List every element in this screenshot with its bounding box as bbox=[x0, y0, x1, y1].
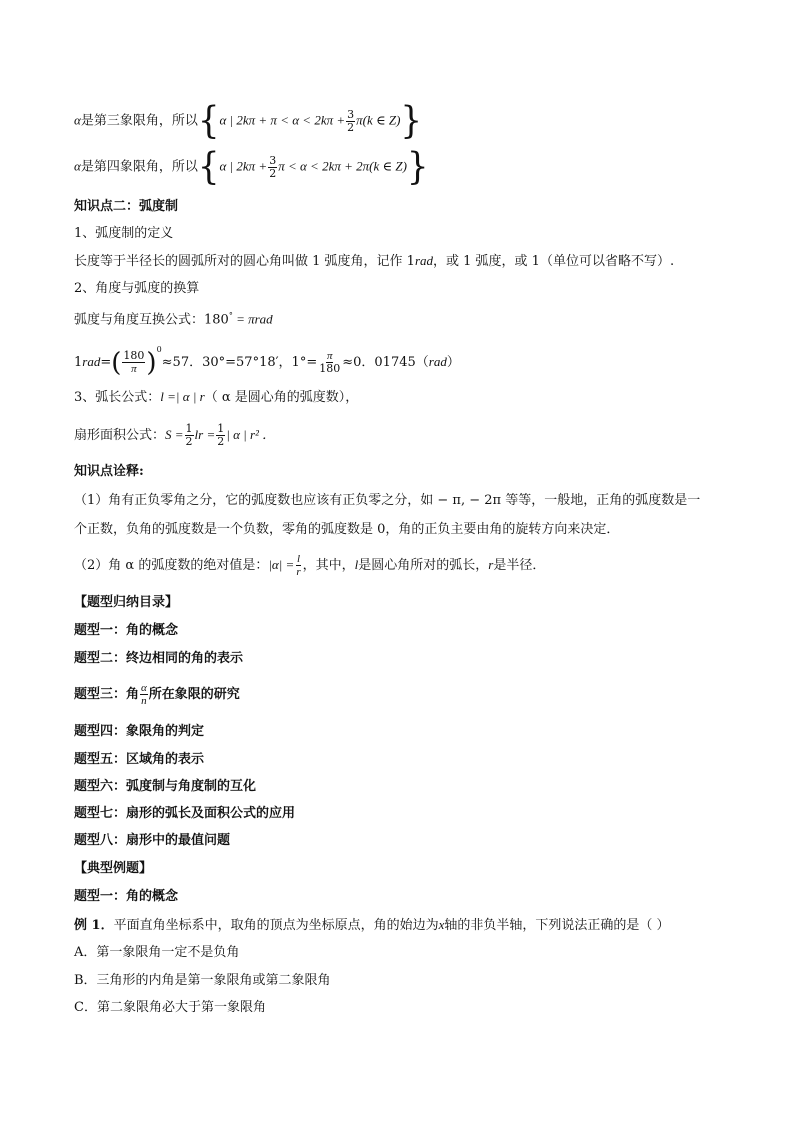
q4-fraction: $\frac{3}{2}$ bbox=[269, 153, 277, 180]
kp2-conversion-formula: 弧度与角度互换公式：180° = πrad bbox=[74, 311, 273, 328]
catalog-heading: 【题型归纳目录】 bbox=[74, 595, 179, 610]
q3-set-start: α | 2kπ + π < α < 2kπ + bbox=[219, 112, 346, 128]
note-1-line-b: 个正数，负角的弧度数是一个负数，零角的弧度数是 0，角的正负主要由角的旋转方向来决定． bbox=[74, 522, 620, 537]
alpha-symbol: α bbox=[74, 112, 81, 128]
examples-heading: 【典型例题】 bbox=[74, 861, 153, 876]
option-b: B．三角形的内角是第一象限角或第二象限角 bbox=[74, 973, 331, 988]
option-c: C．第二象限角必大于第一象限角 bbox=[74, 1000, 266, 1015]
right-brace: } bbox=[400, 99, 423, 143]
q3-set-end: π(k ∈ Z) bbox=[356, 112, 401, 128]
catalog-item-8: 题型八：扇形中的最值问题 bbox=[74, 833, 231, 848]
kp2-sector-area: 扇形面积公式：S = $\frac{1}{2}$ lr = $\frac{1}{2}$ | α | r² ． bbox=[74, 422, 276, 448]
q4-lead: 是第四象限角，所以 bbox=[80, 159, 198, 175]
left-brace: { bbox=[197, 145, 220, 189]
q4-set-end: π < α < 2kπ + 2π(k ∈ Z) bbox=[278, 158, 407, 174]
catalog-item-2: 题型二：终边相同的角的表示 bbox=[74, 651, 244, 666]
example-1-question: 例 1．平面直角坐标系中，取角的顶点为坐标原点，角的始边为x轴的非负半轴，下列说法正确的是（ ） bbox=[74, 917, 670, 933]
note-1-line-a: （1）角有正负零角之分，它的弧度数也应该有正负零之分，如 − π, − 2π 等等，一般地，正角的弧度数是一 bbox=[74, 493, 701, 508]
kp2-section3-arc-length: 3、弧长公式：l =| α | r（ α 是圆心角的弧度数）， bbox=[74, 389, 359, 405]
kp2-section1-title: 1、弧度制的定义 bbox=[74, 226, 174, 241]
quadrant-4-statement bbox=[74, 145, 429, 189]
q3-lead: 是第三象限角，所以 bbox=[80, 113, 198, 129]
catalog-item-6: 题型六：弧度制与角度制的互化 bbox=[74, 779, 257, 794]
alpha-symbol: α bbox=[74, 158, 81, 174]
kp2-conversion-values: 1rad=( $\frac{180}{\pi}$ )$^0$≈57．30°=57°18′，1°= $\frac{\pi}{180}$ ≈0．01745（rad） bbox=[74, 345, 460, 378]
kp2-section2-title: 2、角度与弧度的换算 bbox=[74, 281, 200, 296]
catalog-item-3: 题型三：角 $\frac{\alpha}{n}$ 所在象限的研究 bbox=[74, 682, 240, 707]
catalog-item-7: 题型七：扇形的弧长及面积公式的应用 bbox=[74, 806, 296, 821]
conv-fraction-pi-over-180: $\frac{\pi}{180}$ bbox=[319, 350, 341, 375]
q4-set-start: α | 2kπ + bbox=[219, 158, 268, 174]
catalog-item-5: 题型五：区域角的表示 bbox=[74, 752, 205, 767]
option-a: A．第一象限角一定不是负角 bbox=[74, 945, 240, 960]
catalog-item-4: 题型四：象限角的判定 bbox=[74, 724, 205, 739]
kp2-section1-body: 长度等于半径长的圆弧所对的圆心角叫做 1 弧度角，记作 1rad，或 1 弧度，或 1（单位可以省略不写）. bbox=[74, 253, 675, 269]
notes-heading: 知识点诠释: bbox=[74, 464, 144, 479]
quadrant-3-statement bbox=[74, 99, 423, 143]
catalog-item-1: 题型一：角的概念 bbox=[74, 623, 179, 638]
conv-fraction-180-over-pi: $\frac{180}{\pi}$ bbox=[123, 349, 145, 375]
right-brace: } bbox=[406, 145, 429, 189]
left-brace: { bbox=[197, 99, 220, 143]
note-2: （2）角 α 的弧度数的绝对值是：|α| = $\frac{l}{r}$ ，其中，l是圆心角所对的弧长，r是半径． bbox=[74, 553, 546, 578]
kp2-heading: 知识点二：弧度制 bbox=[74, 199, 179, 214]
examples-type-1: 题型一：角的概念 bbox=[74, 889, 179, 904]
q3-fraction: $\frac{3}{2}$ bbox=[347, 107, 355, 134]
